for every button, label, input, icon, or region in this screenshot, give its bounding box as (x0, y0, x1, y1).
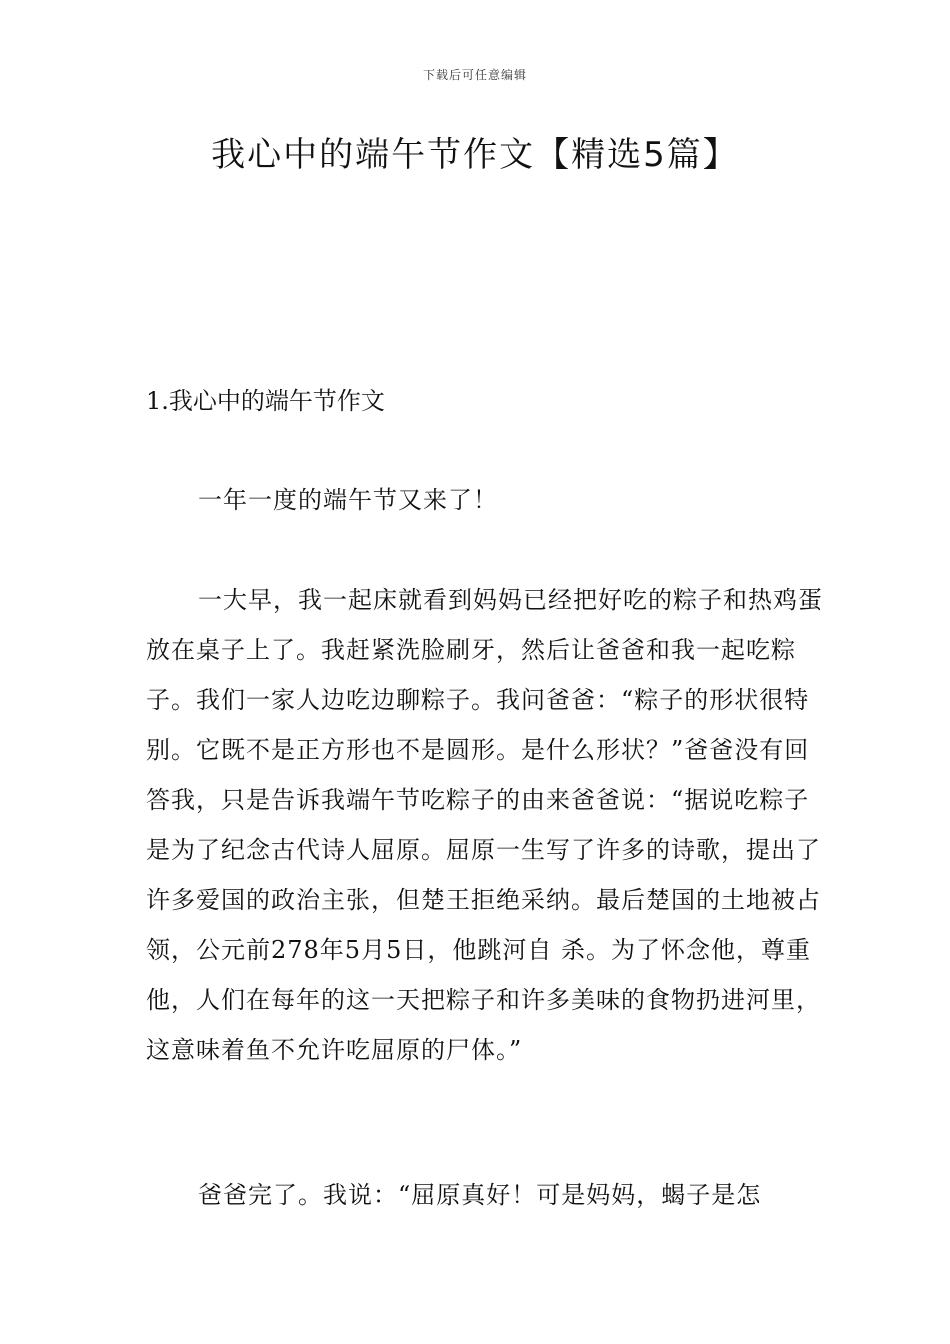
paragraph-3: 爸爸完了。我说：“屈原真好！可是妈妈，蝎子是怎 (198, 1181, 762, 1209)
document-title: 我心中的端午节作文【精选5篇】 (211, 135, 739, 175)
paragraph-2-container (146, 575, 826, 1075)
paragraph-3-container (146, 1170, 826, 1220)
section-heading: 1.我心中的端午节作文 (146, 387, 385, 415)
paragraph-1-container (146, 475, 826, 525)
paragraph-1: 一年一度的端午节又来了！ (198, 486, 498, 514)
header-note: 下载后可任意编辑 (422, 68, 527, 82)
paragraph-2: 一大早，我一起床就看到妈妈已经把好吃的粽子和热鸡蛋放在桌子上了。我赶紧洗脸刷牙，然后让爸爸和我一起吃粽子。我们一家人边吃边聊粽子。我问爸爸：“粽子的形状很特别。它既不是正方形也不是圆形。是什么形状？”爸爸没有回答我，只是告诉我端午节吃粽子的由来爸爸说：“据说吃粽子是为了纪念古代诗人屈原。屈原一生写了许多的诗歌，提出了许多爱国的政治主张，但楚王拒绝采纳。最后楚国的土地被占领，公元前278年5月5日，他跳河自 杀。为了怀念他，尊重他，人们在每年的这一天把粽子和许多美味的食物扔进河里，这意味着鱼不允许吃屈原的尸体。” (146, 586, 823, 1064)
